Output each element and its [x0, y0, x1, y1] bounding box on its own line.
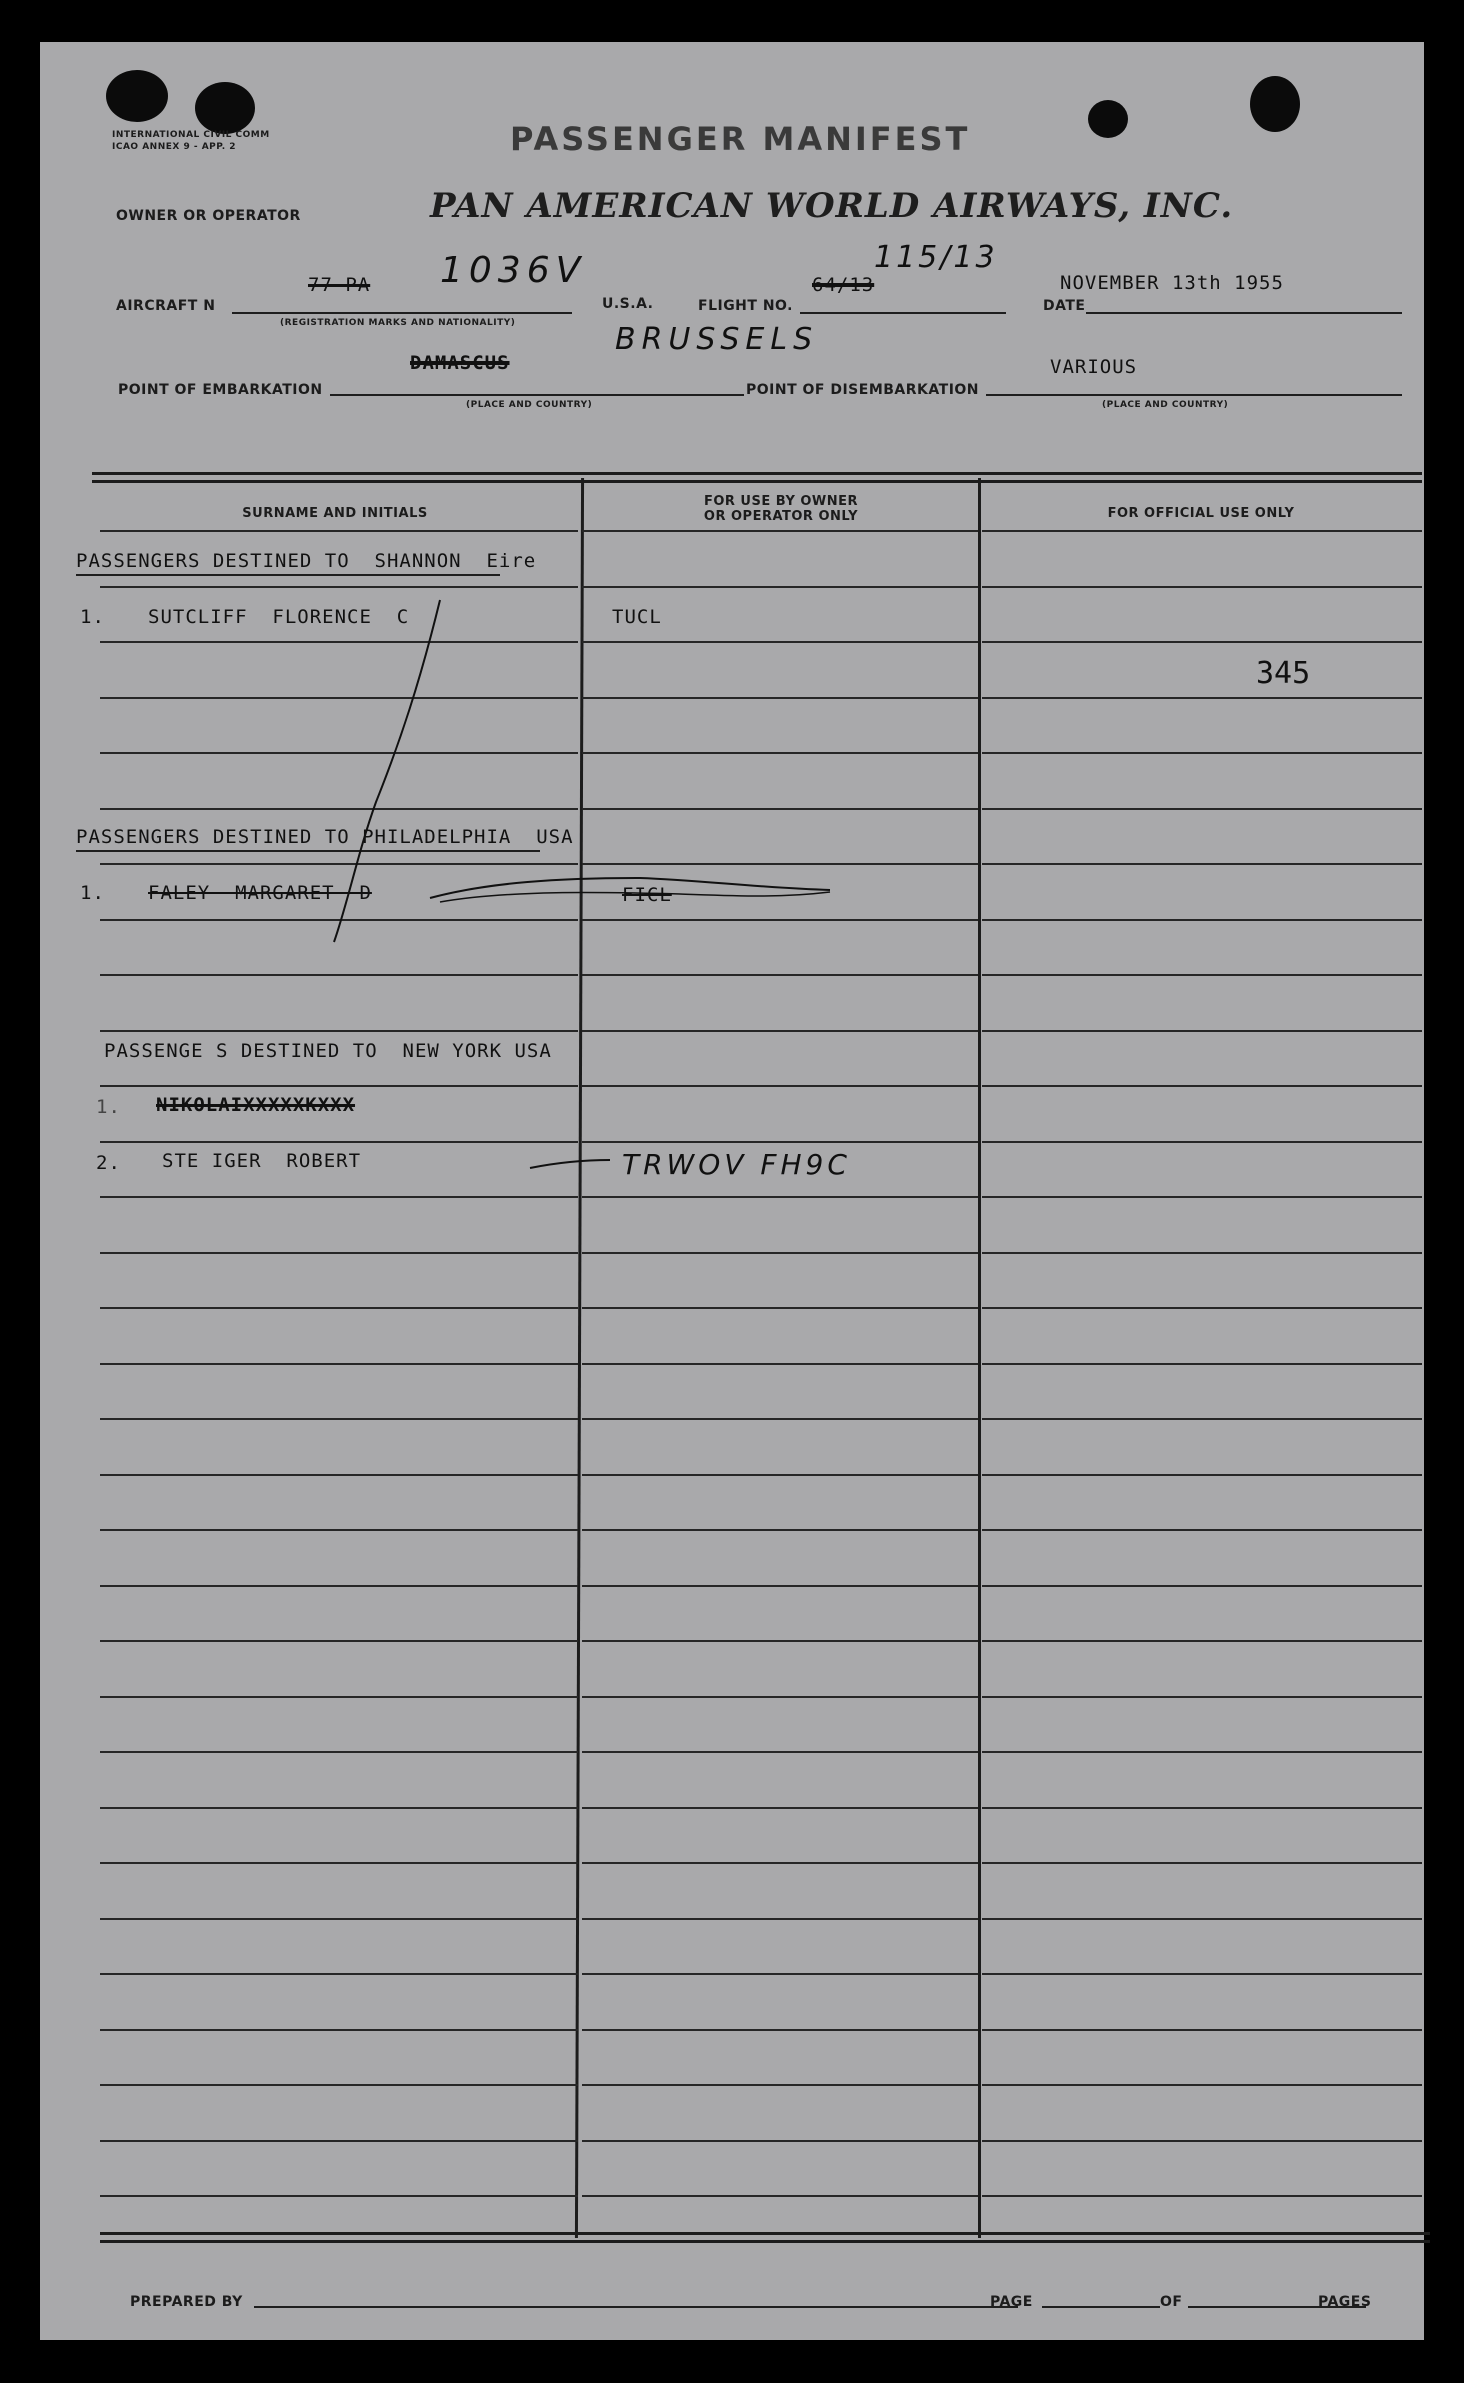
flight-label: FLIGHT NO. — [698, 298, 793, 314]
passenger-3-name: NIKOLAIXXXXXKXXX — [156, 1094, 356, 1116]
passenger-4-name: STE IGER ROBERT — [162, 1150, 362, 1172]
aircraft-label: AIRCRAFT N — [116, 298, 216, 314]
column-header-owner-use-2: OR OPERATOR ONLY — [703, 509, 859, 524]
page-title: PASSENGER MANIFEST — [510, 120, 971, 158]
aircraft-struck-value: 77 PA — [308, 274, 371, 296]
registration-caption: (REGISTRATION MARKS AND NATIONALITY) — [280, 318, 516, 328]
aircraft-value: 1036V — [440, 250, 587, 291]
group-header-new-york: PASSENGE S DESTINED TO NEW YORK USA — [104, 1040, 552, 1062]
passenger-1-name: SUTCLIFF FLORENCE C — [148, 606, 410, 628]
passenger-3-number: 1. — [96, 1096, 121, 1118]
place-caption-disembark: (PLACE AND COUNTRY) — [1102, 400, 1229, 410]
page-line — [1042, 2306, 1160, 2308]
embark-value: BRUSSELS — [615, 322, 819, 357]
passenger-1-number: 1. — [80, 606, 105, 628]
pen-marks — [40, 42, 1424, 2340]
prepared-by-line — [254, 2306, 1018, 2308]
embark-struck-value: DAMASCUS — [410, 352, 510, 374]
group-header-shannon: PASSENGERS DESTINED TO SHANNON Eire — [76, 550, 537, 572]
embark-label: POINT OF EMBARKATION — [118, 382, 323, 398]
passenger-2-name: FALEY MARGARET D — [148, 882, 372, 904]
pages-label: PAGES — [1318, 2294, 1372, 2310]
of-label: OF — [1160, 2294, 1183, 2310]
disembark-label: POINT OF DISEMBARKATION — [746, 382, 980, 398]
form-code-line2: ICAO ANNEX 9 - APP. 2 — [112, 142, 237, 152]
date-value: NOVEMBER 13th 1955 — [1060, 272, 1284, 294]
manifest-sheet — [40, 42, 1424, 2340]
official-number: 345 — [1256, 656, 1311, 691]
passenger-1-code: TUCL — [612, 606, 662, 628]
passenger-2-number: 1. — [80, 882, 105, 904]
passenger-2-code: FICL — [622, 884, 672, 906]
flight-struck-value: 64/13 — [812, 274, 875, 296]
page-label: PAGE — [990, 2294, 1033, 2310]
disembark-value: VARIOUS — [1050, 356, 1138, 378]
place-caption-embark: (PLACE AND COUNTRY) — [466, 400, 593, 410]
passenger-4-code: TRWOV FH9C — [622, 1148, 851, 1181]
column-header-surname: SURNAME AND INITIALS — [242, 506, 428, 521]
passenger-4-number: 2. — [96, 1152, 121, 1174]
column-header-official: FOR OFFICIAL USE ONLY — [1107, 506, 1295, 521]
flight-value: 115/13 — [874, 240, 998, 275]
owner-label: OWNER OR OPERATOR — [116, 208, 301, 224]
date-label: DATE — [1043, 298, 1086, 314]
group-header-philadelphia: PASSENGERS DESTINED TO PHILADELPHIA USA — [76, 826, 574, 848]
column-header-owner-use-1: FOR USE BY OWNER — [703, 494, 859, 509]
owner-value: PAN AMERICAN WORLD AIRWAYS, INC. — [430, 186, 1234, 226]
prepared-by-label: PREPARED BY — [130, 2294, 243, 2310]
usa-label: U.S.A. — [602, 296, 654, 312]
form-code-line1: INTERNATIONAL CIVIL COMM — [112, 130, 270, 140]
